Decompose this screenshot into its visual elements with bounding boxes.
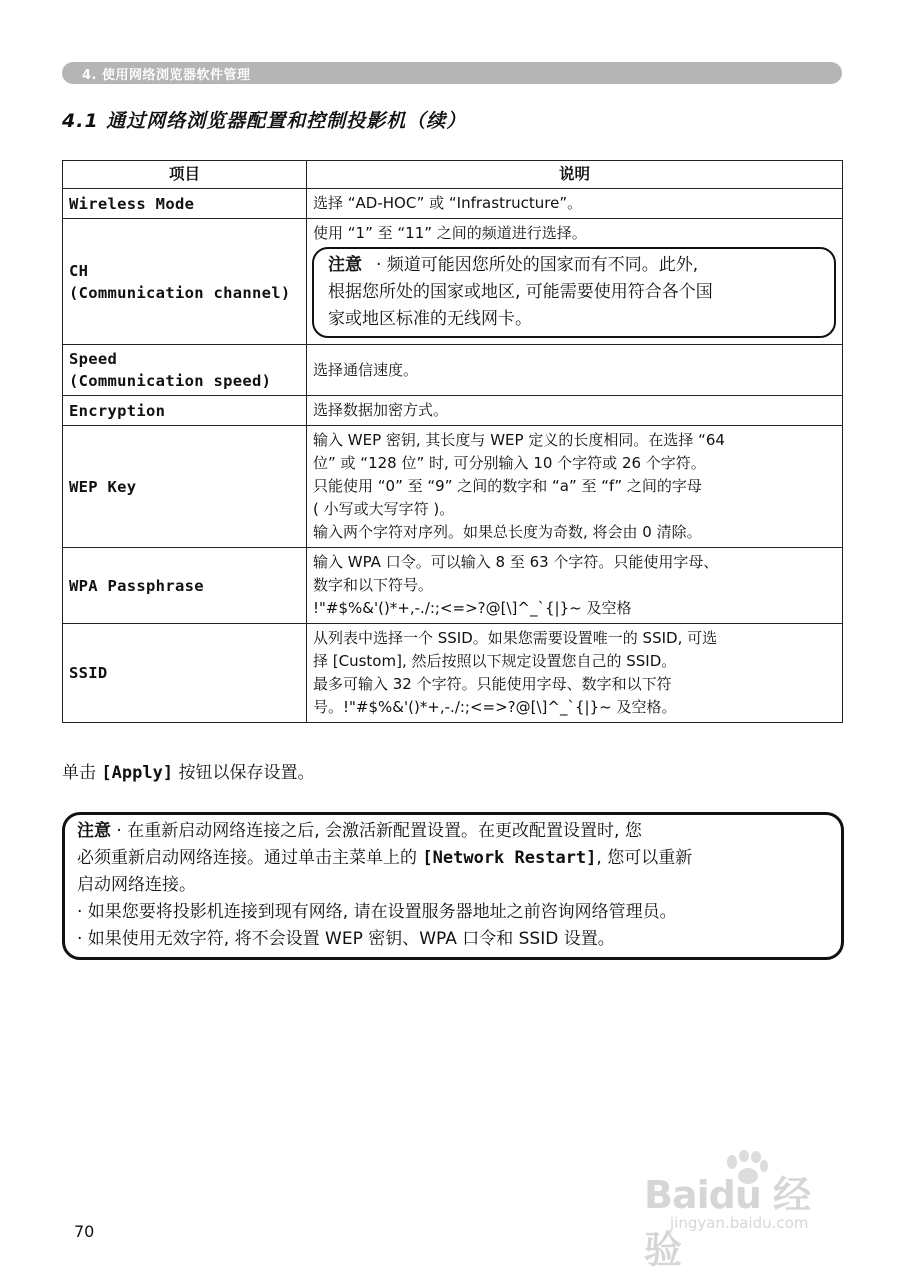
row-item-name <box>63 189 307 219</box>
section-title: 4.1 通过网络浏览器配置和控制投影机（续） <box>62 110 467 132</box>
desc-text: 从列表中选择一个 SSID。如果您需要设置唯一的 SSID, 可选 <box>313 629 718 647</box>
network-restart-reference: [Network Restart] <box>422 848 597 868</box>
item-text: SSID <box>69 664 108 682</box>
desc-text: 只能使用 “0” 至 “9” 之间的数字和 “a” 至 “f” 之间的字母 <box>313 477 702 495</box>
desc-text: 择 [Custom], 然后按照以下规定设置您自己的 SSID。 <box>313 652 677 670</box>
apply-instruction <box>62 758 314 783</box>
note-label: 注意 <box>328 255 362 275</box>
table-header-row <box>63 161 843 189</box>
restart-note-box <box>62 812 844 960</box>
item-text: WEP Key <box>69 477 137 496</box>
row-description <box>307 189 843 219</box>
table-row-ssid <box>63 624 843 723</box>
row-description <box>307 396 843 426</box>
note-text: · 在重新启动网络连接之后, 会激活新配置设置。在更改配置设置时, 您 <box>111 821 642 841</box>
desc-text: !"#$%&'()*+,-./:;<=>?@[\]^_`{|}~ 及空格 <box>313 599 632 617</box>
note-text: · 如果使用无效字符, 将不会设置 WEP 密钥、WPA 口令和 SSID 设置。 <box>77 929 615 949</box>
item-text: (Communication channel) <box>69 283 291 302</box>
item-text: (Communication speed) <box>69 372 272 390</box>
row-description <box>307 624 843 723</box>
note-text: · 如果您要将投影机连接到现有网络, 请在设置服务器地址之前咨询网络管理员。 <box>77 902 677 922</box>
table-row-ch <box>63 219 843 345</box>
item-text: Wireless Mode <box>69 194 195 213</box>
column-header-description: 说明 <box>307 161 843 189</box>
note-text: 启动网络连接。 <box>77 875 196 895</box>
note-label: 注意 <box>77 821 111 841</box>
table-row-wpa-passphrase <box>63 548 843 624</box>
desc-text: 号。!"#$%&'()*+,-./:;<=>?@[\]^_`{|}~ 及空格。 <box>313 698 677 716</box>
row-item-name <box>63 624 307 723</box>
row-item-name <box>63 396 307 426</box>
desc-text: 选择数据加密方式。 <box>313 401 449 419</box>
row-item-name <box>63 219 307 345</box>
watermark-url: jingyan.baidu.com <box>670 1214 809 1232</box>
row-item-name <box>63 548 307 624</box>
column-header-item: 项目 <box>63 161 307 189</box>
row-description <box>307 426 843 548</box>
desc-text: 输入 WEP 密钥, 其长度与 WEP 定义的长度相同。在选择 “64 <box>313 431 725 449</box>
item-text: Encryption <box>69 401 166 420</box>
desc-text: 最多可输入 32 个字符。只能使用字母、数字和以下符 <box>313 675 672 693</box>
desc-text: 使用 “1” 至 “11” 之间的频道进行选择。 <box>313 224 587 242</box>
apply-text-after: 按钮以保存设置。 <box>173 763 315 783</box>
table-row-speed <box>63 345 843 396</box>
desc-text: 位” 或 “128 位” 时, 可分别输入 10 个字符或 26 个字符。 <box>313 454 706 472</box>
watermark-brand: Baidu 经验 <box>644 1173 811 1272</box>
row-item-name <box>63 345 307 396</box>
desc-text: 输入 WPA 口令。可以输入 8 至 63 个字符。只能使用字母、 <box>313 553 719 571</box>
note-text: · 频道可能因您所处的国家而有不同。此外, <box>376 255 699 275</box>
row-item-name <box>63 426 307 548</box>
note-text: 家或地区标准的无线网卡。 <box>328 309 532 329</box>
desc-text: 数字和以下符号。 <box>313 576 434 594</box>
desc-text: 选择 “AD-HOC” 或 “Infrastructure”。 <box>313 194 583 212</box>
page-number: 70 <box>74 1222 95 1241</box>
note-text: 根据您所处的国家或地区, 可能需要使用符合各个国 <box>328 282 713 302</box>
chapter-title: 4. 使用网络浏览器软件管理 <box>82 68 251 83</box>
row-description <box>307 219 843 345</box>
item-text: CH <box>69 261 89 280</box>
channel-note-box <box>312 247 836 338</box>
item-text: Speed <box>69 350 118 368</box>
item-text: WPA Passphrase <box>69 576 204 595</box>
table-row-encryption <box>63 396 843 426</box>
apply-text-before: 单击 <box>62 763 102 783</box>
note-text: , 您可以重新 <box>596 848 693 868</box>
settings-table <box>62 160 843 723</box>
desc-text: ( 小写或大写字符 )。 <box>313 500 455 518</box>
apply-button-reference: [Apply] <box>101 763 174 783</box>
row-description <box>307 548 843 624</box>
desc-text: 选择通信速度。 <box>313 360 419 379</box>
row-description <box>307 345 843 396</box>
baidu-watermark <box>640 1150 840 1272</box>
chapter-header-bar <box>62 62 842 84</box>
table-row-wep-key <box>63 426 843 548</box>
note-text: 必须重新启动网络连接。通过单击主菜单上的 <box>77 848 423 868</box>
desc-text: 输入两个字符对序列。如果总长度为奇数, 将会由 0 清除。 <box>313 523 702 541</box>
table-row-wireless-mode <box>63 189 843 219</box>
